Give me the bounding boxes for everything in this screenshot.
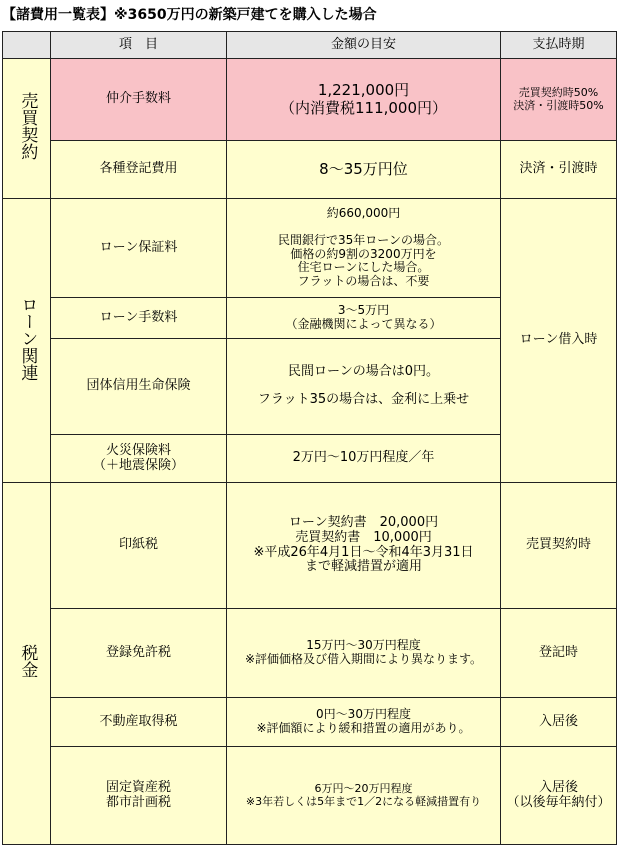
amount-line: 0円〜30万円程度 [316,707,411,722]
item-chukai: 仲介手数料 [51,59,227,141]
amount-inshi [227,483,501,609]
item-line: 固定資産税 [105,779,171,795]
table-row [3,59,617,141]
amount-line: ※評価額により緩和措置の適用があり。 [256,721,471,735]
amount-line: フラット35の場合は、金利に上乗せ [257,392,470,407]
category-label: 税金 [17,644,38,679]
amount-danshin [227,339,501,435]
category-baibai [3,59,51,199]
category-label: ローン関連 [17,295,38,381]
amount-line: ※3年若しくは5年まで1／2になる軽減措置有り [245,794,482,808]
timing-line: 入居後 [538,779,578,795]
amount-line: 3〜5万円 [337,303,390,318]
amount-line: ※平成26年4月1日〜令和4年3月31日 [253,544,474,560]
header-amount: 金額の目安 [227,32,501,59]
amount-toki: 8〜35万円位 [227,141,501,199]
item-line: 火災保険料 [105,442,171,458]
amount-line: ローン契約書 20,000円 [288,514,439,530]
amount-line: フラットの場合は、不要 [297,274,430,289]
item-line: 都市計画税 [105,794,171,810]
amount-line: 価格の約9割の3200万円を [290,246,437,261]
amount-chukai [227,59,501,141]
amount-line: 民間ローンの場合は0円。 [287,364,439,380]
table-row [3,483,617,609]
table-row [3,609,617,698]
header-item: 項 目 [51,32,227,59]
header-timing: 支払時期 [501,32,617,59]
timing-line: 売買契約時50% [518,85,599,99]
item-kotei [51,747,227,845]
amount-hosho [227,199,501,298]
header-blank [3,32,51,59]
item-toki: 各種登記費用 [51,141,227,199]
item-line: （＋地震保険） [92,457,184,473]
amount-tesuryo [227,298,501,339]
item-hosho: ローン保証料 [51,199,227,298]
amount-line: ※評価価格及び借入期間により異なります。 [244,652,483,666]
amount-line: （金融機関によって異なる） [285,317,442,331]
amount-line: （内消費税111,000円） [279,98,448,117]
timing-chukai [501,59,617,141]
table-row [3,747,617,845]
timing-toroku: 登記時 [501,609,617,698]
item-danshin: 団体信用生命保険 [51,339,227,435]
item-fudosan: 不動産取得税 [51,698,227,747]
timing-line: 決済・引渡時50% [513,98,604,112]
amount-line: 住宅ローンにした場合。 [297,260,430,275]
header-row [3,32,617,59]
table-row [3,199,617,298]
amount-line: 1,221,000円 [317,81,410,100]
item-kasai [51,435,227,483]
amount-kasai: 2万円〜10万円程度／年 [227,435,501,483]
timing-kotei [501,747,617,845]
page-title: 【諸費用一覧表】※3650万円の新築戸建てを購入した場合 [2,7,377,23]
item-inshi: 印紙税 [51,483,227,609]
amount-line: 民間銀行で35年ローンの場合。 [277,232,450,247]
item-toroku: 登録免許税 [51,609,227,698]
category-loan [3,199,51,483]
timing-fudosan: 入居後 [501,698,617,747]
amount-fudosan [227,698,501,747]
category-label: 売買契約 [17,92,38,161]
item-tesuryo: ローン手数料 [51,298,227,339]
timing-line: （以後毎年納付） [506,794,611,810]
amount-line: 15万円〜30万円程度 [306,638,421,653]
table-row [3,698,617,747]
amount-line: 約660,000円 [326,206,401,220]
amount-line: まで軽減措置が適用 [304,559,422,575]
amount-toroku [227,609,501,698]
amount-line: 6万円〜20万円程度 [314,781,413,795]
timing-toki: 決済・引渡時 [501,141,617,199]
timing-loan: ローン借入時 [501,199,617,483]
table-row [3,141,617,199]
category-tax [3,483,51,845]
amount-kotei [227,747,501,845]
timing-inshi: 売買契約時 [501,483,617,609]
amount-line: 売買契約書 10,000円 [295,529,432,545]
cost-table [2,31,617,845]
